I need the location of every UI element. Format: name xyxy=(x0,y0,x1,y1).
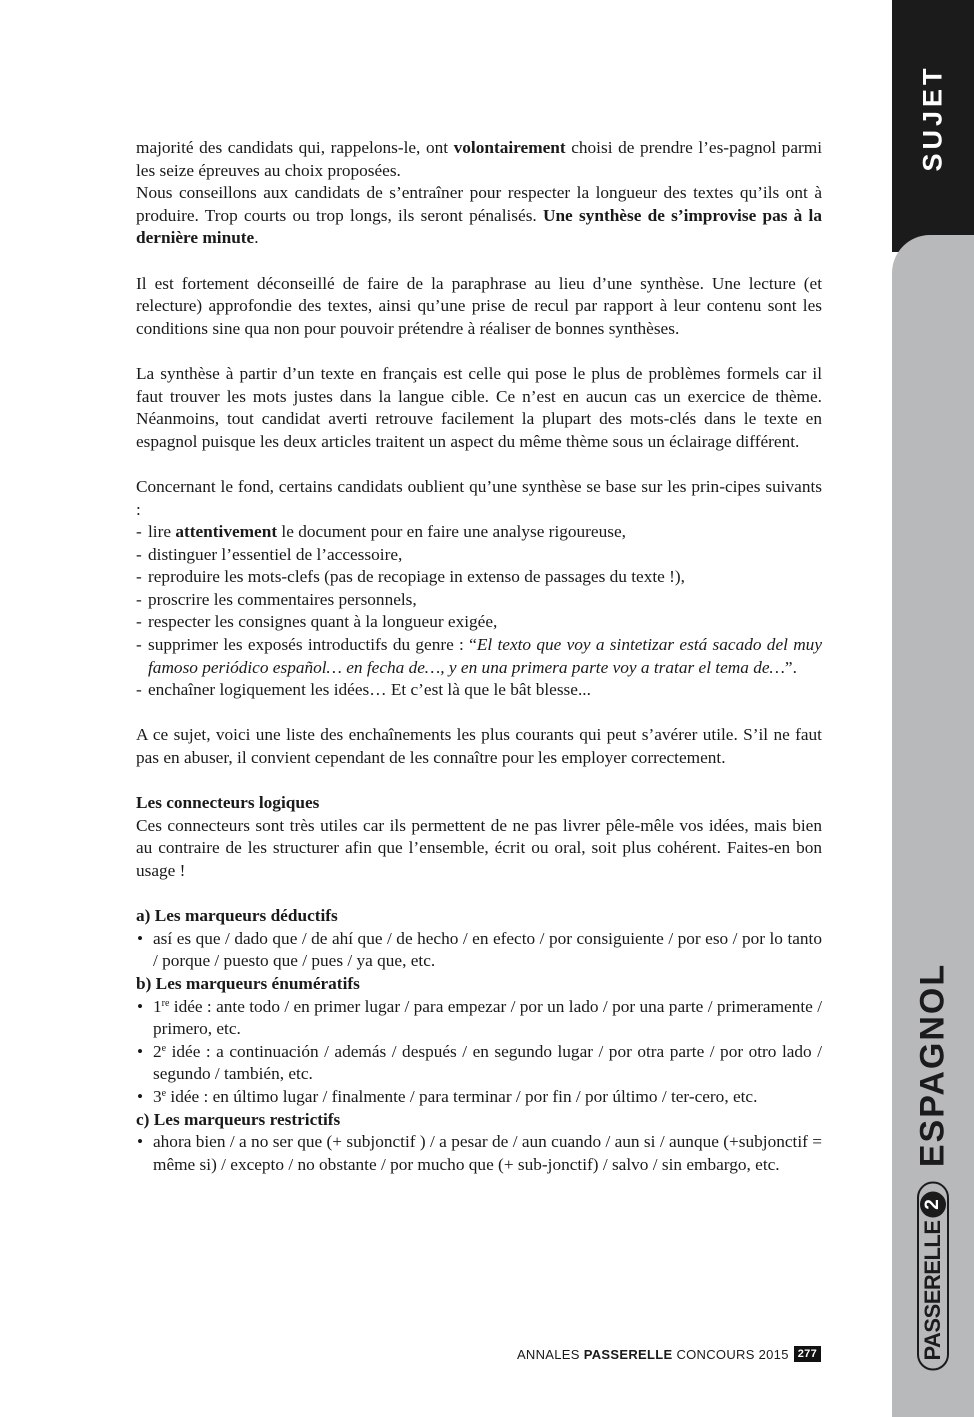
footer-suffix: CONCOURS 2015 xyxy=(676,1346,789,1362)
page-number: 277 xyxy=(794,1346,821,1362)
paragraph-7: Ces connecteurs sont très utiles car ils permettent de ne pas livrer pêle-mêle vos idées, mais bien au contraire de les structurer afin que l’ensemble, écrit ou oral, soit plus cohérent. Faites-en bon usage ! xyxy=(136,815,822,880)
list-item: - reproduire les mots-clefs (pas de recopiage in extenso de passages du texte !), xyxy=(136,566,822,589)
text: supprimer les exposés introductifs du genre : “ xyxy=(148,635,477,655)
bullet-item: • ahora bien / a no ser que (+ subjonctif ) / a pesar de / aun cuando / aun si / aunque (+subjonctif = même si) / excepto / no obstante / por mucho que (+ sub-jonctif) / salvo / sin embargo, etc. xyxy=(136,1131,822,1176)
list-item: - distinguer l’essentiel de l’accessoire, xyxy=(136,544,822,567)
text: majorité des candidats qui, rappelons-le, ont xyxy=(136,138,454,157)
text: idée : en último lugar / finalmente / para terminar / por fin / por último / ter-cero, etc. xyxy=(166,1086,758,1106)
list-item xyxy=(136,521,822,544)
paragraph-1 xyxy=(136,137,822,182)
list-item: - enchaîner logiquement les idées… Et c’est là que le bât blesse... xyxy=(136,679,822,702)
page-content xyxy=(136,137,822,1176)
text: idée : ante todo / en primer lugar / para empezar / por un lado / por una parte / primeramente / primero, etc. xyxy=(153,996,822,1039)
bullet-item xyxy=(136,1041,822,1086)
list-item xyxy=(136,634,822,679)
text: . xyxy=(254,228,259,248)
ordinal-suffix: e xyxy=(161,1042,167,1054)
subject-label: ESPAGNOL xyxy=(913,962,952,1168)
text: idée : a continuación / además / después / en segundo lugar / por otra parte / por otro lado / segundo / también, etc. xyxy=(153,1041,822,1084)
footer-prefix: ANNALES xyxy=(516,1346,580,1362)
paragraph-4: La synthèse à partir d’un texte en français est celle qui pose le plus de problèmes formels car il faut trouver les mots justes dans la langue cible. Ce n’est en aucun cas un exercice de thème. Néanmoins, tout candidat averti retrouve facilement la plupart des mots-clés dans le texte en espagnol puisque les deux articles traitent un aspect du même thème sous un éclairage différent. xyxy=(136,363,822,451)
text: le document pour en faire une analyse rigoureuse, xyxy=(277,522,626,542)
ordinal: 3 xyxy=(153,1086,162,1106)
list-item: - proscrire les commentaires personnels, xyxy=(136,589,822,612)
bold-text: volontairement xyxy=(453,138,566,157)
bullet-item xyxy=(136,1086,822,1109)
ordinal-suffix: re xyxy=(161,997,170,1009)
subsection-heading-b: b) Les marqueurs énumératifs xyxy=(136,973,360,993)
subsection-heading-a: a) Les marqueurs déductifs xyxy=(136,906,338,926)
logo-text: PASSERELLE xyxy=(920,1220,945,1361)
paragraph-3: Il est fortement déconseillé de faire de la paraphrase au lieu d’une synthèse. Une lecture (et relecture) approfondie des textes, ainsi qu’une prise de recul par rapport à leur contenu sont les conditions sine qua non pour pouvoir prétendre à réaliser de bonnes synthèses. xyxy=(136,273,822,338)
text: Nous conseillons aux candidats de s’entraîner pour respecter la longueur des textes qu’ils ont à produire. Trop courts ou trop longs, ils seront pénalisés. xyxy=(136,183,822,225)
paragraph-6: A ce sujet, voici une liste des enchaînements les plus courants qui peut s’avérer utile. S’il ne faut pas en abuser, il convient cependant de les connaître pour les employer correctement. xyxy=(136,725,822,768)
bold-text: attentivement xyxy=(175,522,278,542)
section-heading: Les connecteurs logiques xyxy=(136,793,320,813)
sidebar xyxy=(892,0,974,1417)
bullet-item xyxy=(136,996,822,1041)
paragraph-2 xyxy=(136,182,822,250)
paragraph-5: Concernant le fond, certains candidats oublient qu’une synthèse se base sur les prin-cipes suivants : xyxy=(136,476,822,519)
ordinal: 2 xyxy=(153,1041,162,1061)
italic-quote: El texto que voy a sintetizar está sacado del muy famoso periódico español… en fecha de…, y en una primera parte voy a tratar el tema de… xyxy=(148,635,822,677)
text: ”. xyxy=(784,657,797,677)
ordinal: 1 xyxy=(153,996,162,1016)
page-footer xyxy=(517,1346,821,1362)
logo-number: 2 xyxy=(920,1191,946,1217)
subsection-heading-c: c) Les marqueurs restrictifs xyxy=(136,1109,341,1129)
text: choisi de prendre l’es-pagnol parmi les seize épreuves au choix proposées. xyxy=(136,138,822,180)
text: lire xyxy=(148,522,176,542)
list-item: - respecter les consignes quant à la longueur exigée, xyxy=(136,611,822,634)
passerelle-logo xyxy=(917,1181,949,1370)
bullet-item: • así es que / dado que / de ahí que / de hecho / en efecto / por consiguiente / por eso / por lo tanto / porque / puesto que / pues / ya que, etc. xyxy=(136,928,822,973)
bold-text: Une synthèse de s’improvise pas à la dernière minute xyxy=(136,205,822,248)
footer-brand: PASSERELLE xyxy=(583,1346,673,1362)
sujet-label: SUJET xyxy=(917,64,948,172)
ordinal-suffix: e xyxy=(161,1087,167,1099)
